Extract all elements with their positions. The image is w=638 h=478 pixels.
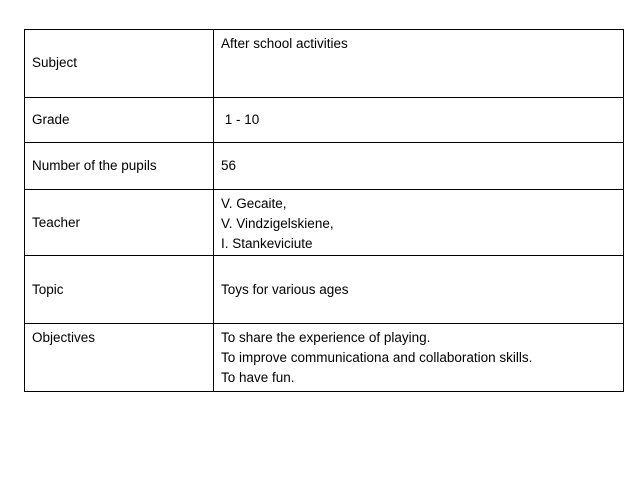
objective-line-3: To have fun. xyxy=(221,370,295,385)
grade-line: 1 - 10 xyxy=(221,112,260,127)
teacher-line-3: I. Stankeviciute xyxy=(221,236,313,251)
label-grade: Grade xyxy=(25,98,214,143)
label-subject: Subject xyxy=(25,30,214,98)
objective-line-1: To share the experience of playing. xyxy=(221,330,431,345)
topic-line: Toys for various ages xyxy=(221,281,349,297)
value-teacher xyxy=(214,190,624,256)
subject-line: After school activities xyxy=(221,36,348,51)
label-topic: Topic xyxy=(25,256,214,324)
table-row-topic xyxy=(25,256,624,324)
objective-line-2: To improve communicationa and collaboration skills. xyxy=(221,350,533,365)
table-row-subject xyxy=(25,30,624,98)
table-row-grade xyxy=(25,98,624,143)
teacher-line-2: V. Vindzigelskiene, xyxy=(221,216,334,231)
value-topic xyxy=(214,256,624,324)
value-subject xyxy=(214,30,624,98)
table-row-teacher xyxy=(25,190,624,256)
label-teacher: Teacher xyxy=(25,190,214,256)
table-row-pupils xyxy=(25,143,624,190)
value-pupils xyxy=(214,143,624,190)
lesson-info-table xyxy=(24,29,624,392)
teacher-line-1: V. Gecaite, xyxy=(221,196,287,211)
label-objectives: Objectives xyxy=(25,324,214,392)
value-grade xyxy=(214,98,624,143)
value-objectives xyxy=(214,324,624,392)
label-pupils: Number of the pupils xyxy=(25,143,214,190)
table-row-objectives xyxy=(25,324,624,392)
pupils-line: 56 xyxy=(221,158,237,173)
